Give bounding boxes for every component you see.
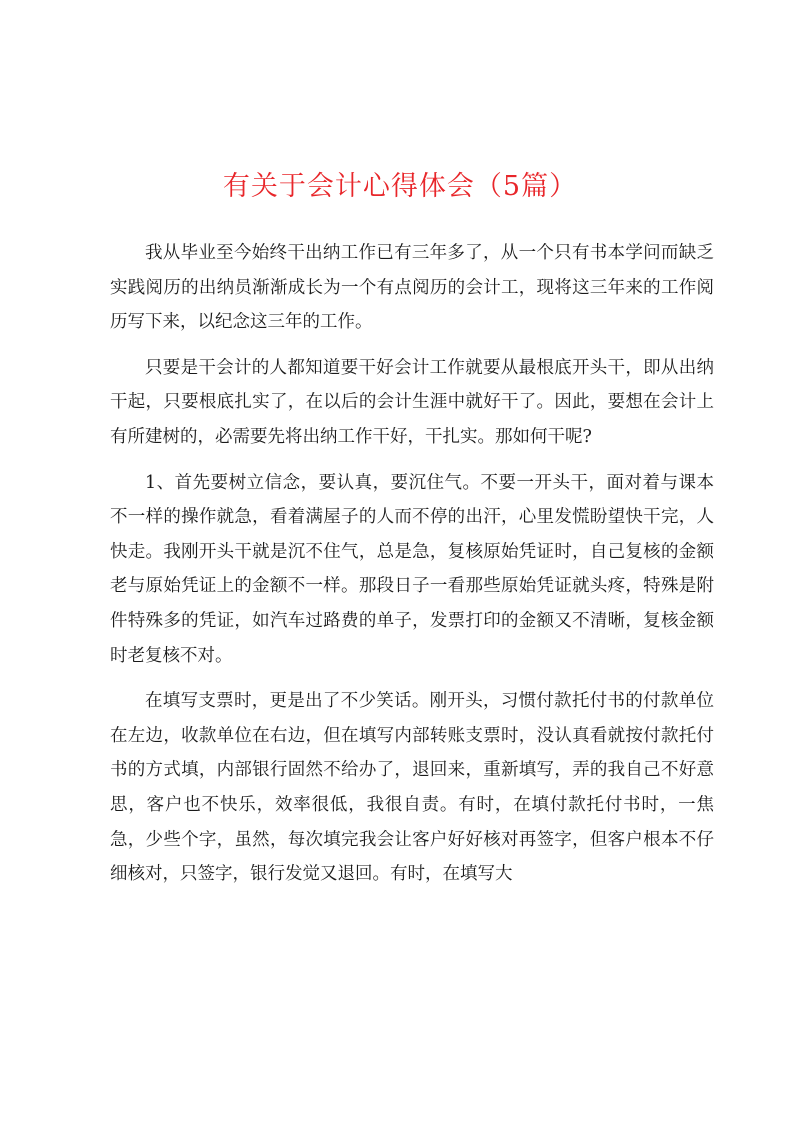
paragraph-4: 在填写支票时，更是出了不少笑话。刚开头，习惯付款托付书的付款单位在左边，收款单位在右边，但在填写内部转账支票时，没认真看就按付款托付书的方式填，内部银行固然不给办了，退回来，重新填写，弄的我自己不好意思，客户也不快乐，效率很低，我很自责。有时，在填付款托付书时，一焦急，少些个字，虽然，每次填完我会让客户好好核对再签字，但客户根本不仔细核对，只签字，银行发觉又退回。有时，在填写大	[110, 691, 714, 885]
document-body	[110, 236, 714, 903]
paragraph-2: 只要是干会计的人都知道要干好会计工作就要从最根底开头干，即从出纳干起，只要根底扎实了，在以后的会计生涯中就好干了。因此，要想在会计上有所建树的，必需要先将出纳工作干好，干扎实。那如何干呢?	[110, 357, 714, 447]
document-title: 有关于会计心得体会（5篇）	[222, 171, 578, 202]
paragraph-1: 我从毕业至今始终干出纳工作已有三年多了，从一个只有书本学问而缺乏实践阅历的出纳员渐渐成长为一个有点阅历的会计工，现将这三年来的工作阅历写下来，以纪念这三年的工作。	[110, 243, 714, 333]
paragraph-3: 1、首先要树立信念，要认真，要沉住气。不要一开头干，面对着与课本不一样的操作就急，看着满屋子的人而不停的出汗，心里发慌盼望快干完，人快走。我刚开头干就是沉不住气，总是急，复核原始凭证时，自己复核的金额老与原始凭证上的金额不一样。那段日子一看那些原始凭证就头疼，特殊是附件特殊多的凭证，如汽车过路费的单子，发票打印的金额又不清晰，复核金额时老复核不对。	[110, 472, 714, 666]
